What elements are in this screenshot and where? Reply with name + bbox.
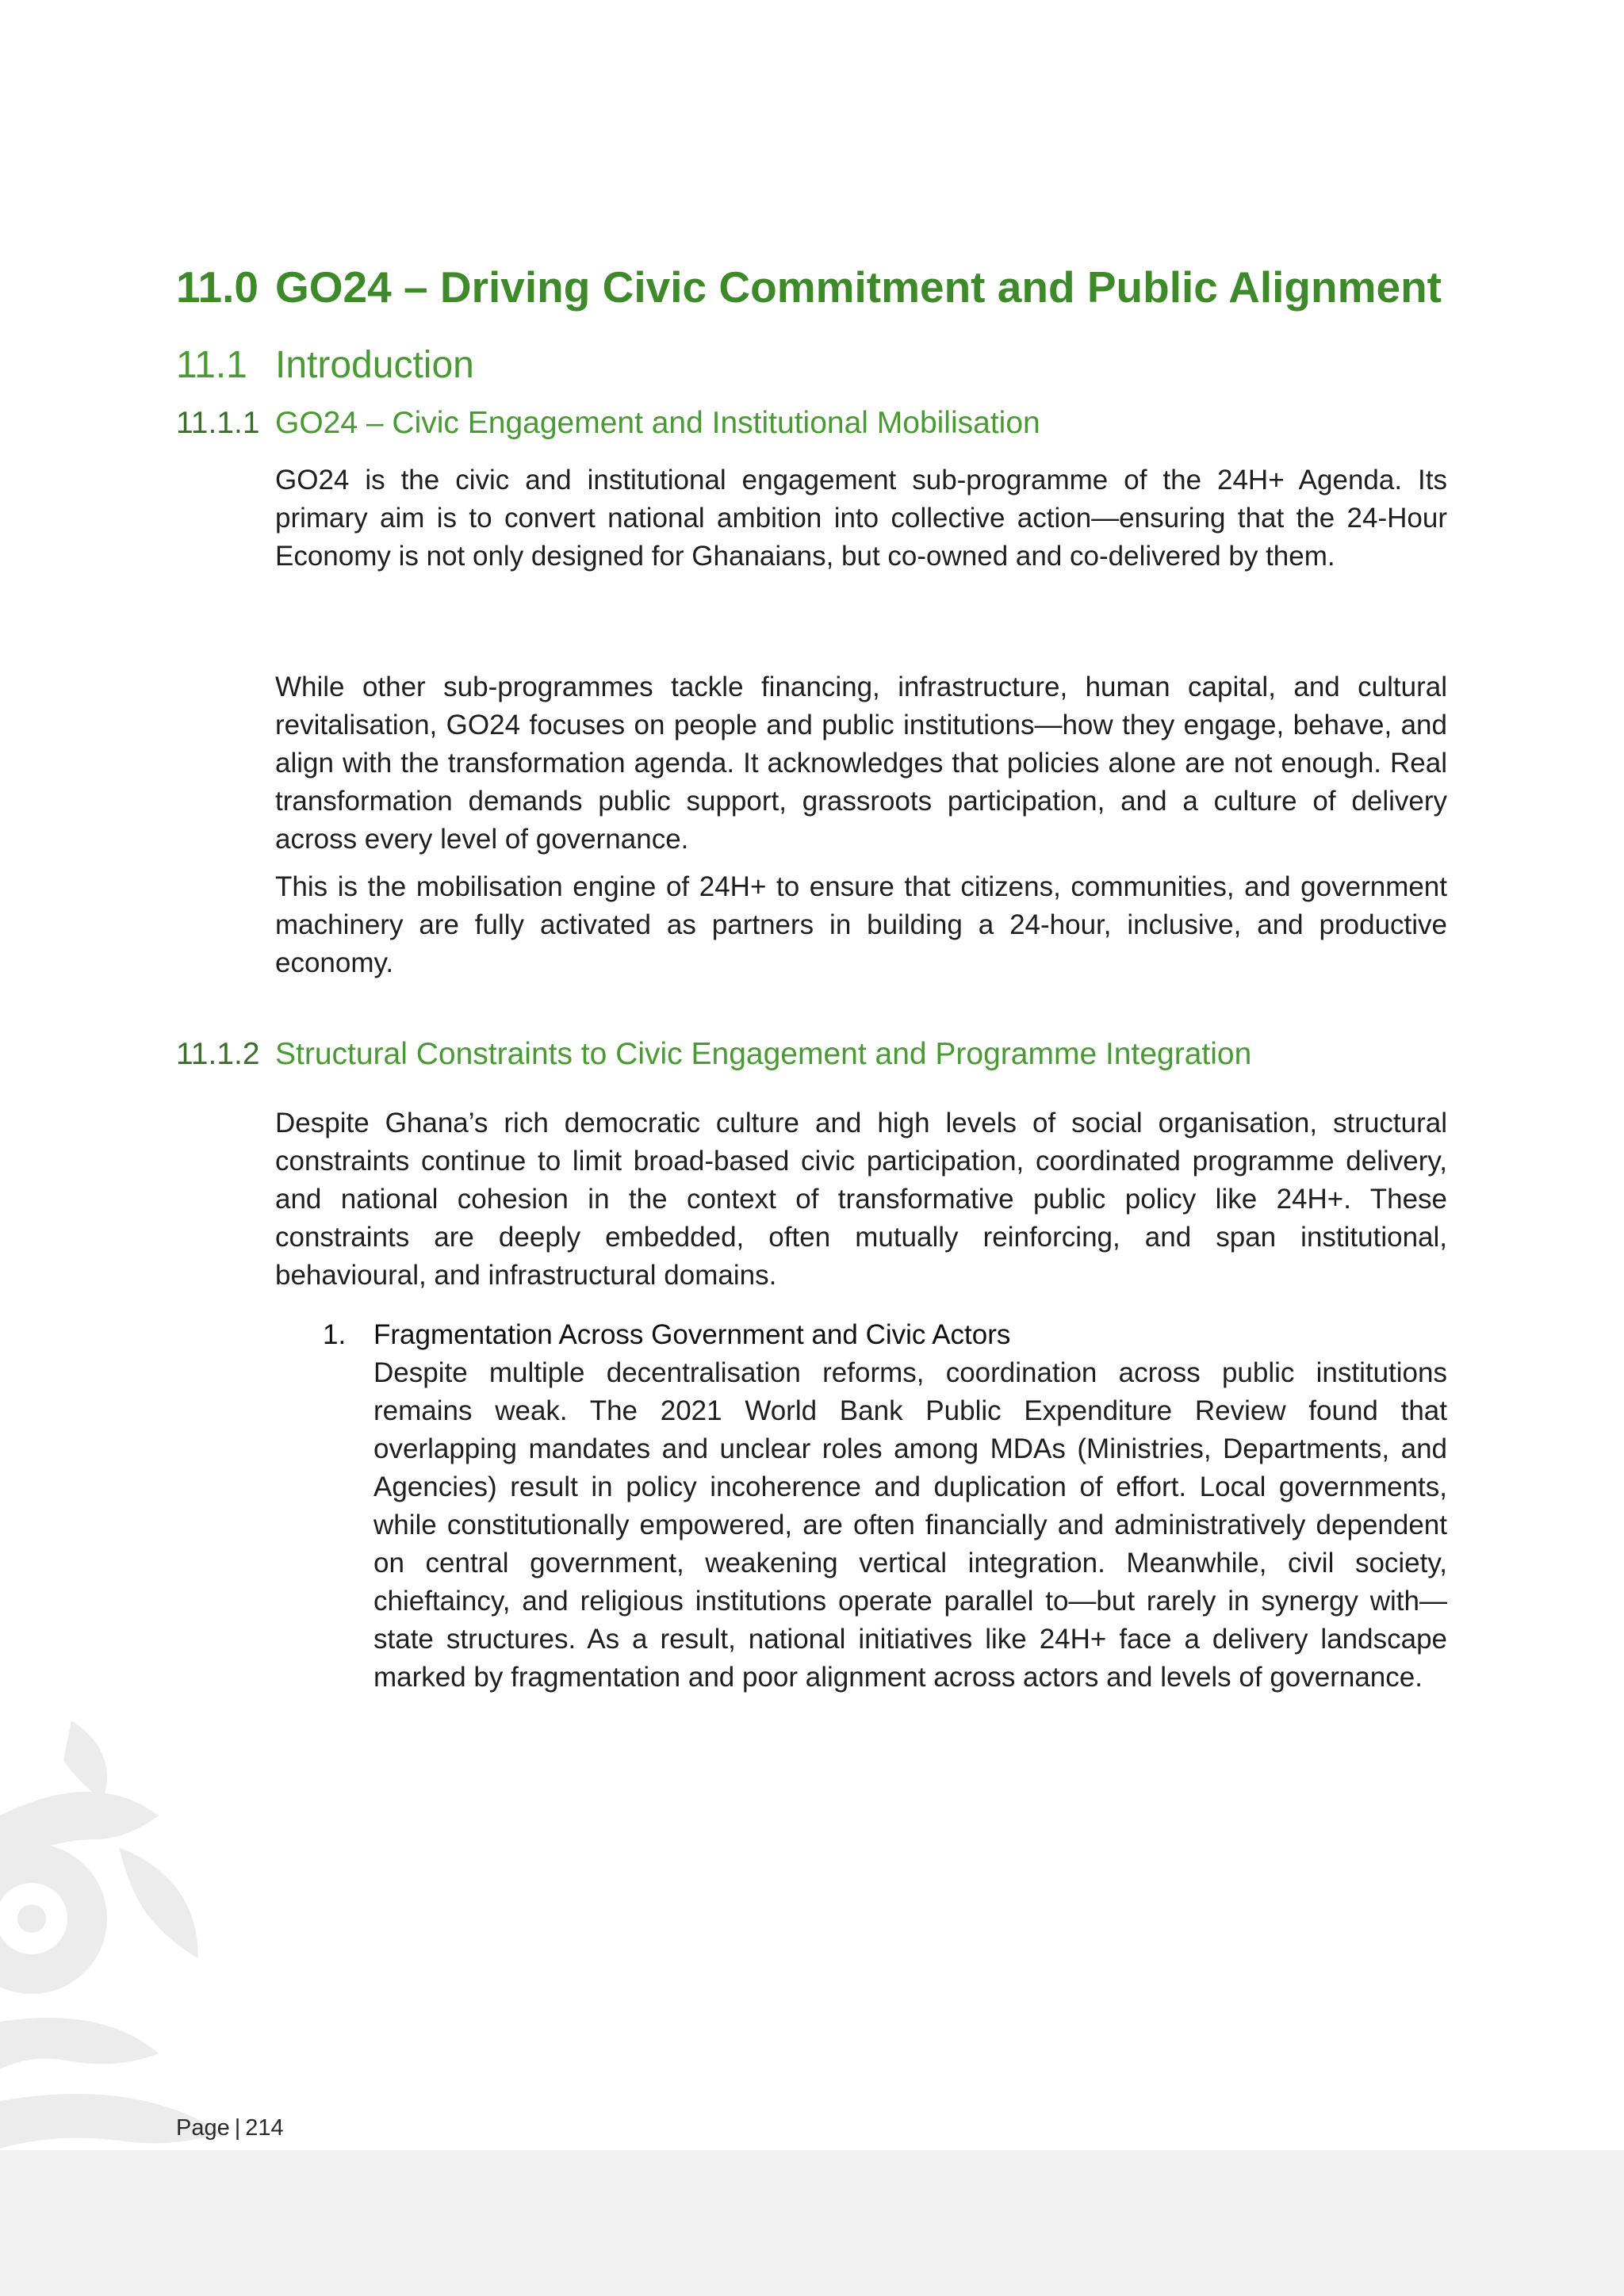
section-heading-introduction [176,343,474,387]
chapter-number: 11.0 [176,262,259,312]
page-separator: | [234,2115,241,2141]
page-number-value: 214 [245,2115,284,2141]
subsection-title: GO24 – Civic Engagement and Institutional Mobilisation [275,406,1040,440]
subsection-number: 11.1.2 [176,1037,260,1071]
paragraph: This is the mobilisation engine of 24H+ to ensure that citizens, communities, and government machinery are fully activated as partners in building a 24-hour, inclusive, and productive economy. [275,871,1447,978]
list-item-number: 1. [323,1319,347,1350]
subsection-heading-civic-engagement [176,406,1040,441]
footer-band [0,2150,1624,2296]
page-label: Page [176,2115,230,2141]
chapter-title: GO24 – Driving Civic Commitment and Public Alignment [275,262,1442,312]
section-title: Introduction [275,344,474,386]
paragraph: Despite Ghana’s rich democratic culture and high levels of social organisation, structural constraints continue to limit broad-based civic participation, coordinated programme delivery, and national cohesion in the context of transformative public policy like 24H+. These constraints are deeply embedded, often mutually reinforcing, and span institutional, behavioural, and infrastructural domains. [275,1108,1447,1291]
page-number [176,2115,284,2141]
chapter-heading [176,262,1442,312]
list-item-body: Despite multiple decentralisation reforms, coordination across public institutions remains weak. The 2021 World Bank Public Expenditure Review found that overlapping mandates and unclear roles among MDAs (Ministries, Departments, and Agencies) result in policy incoherence and duplication of effort. Local governments, while constitutionally empowered, are often financially and administratively dependent on central government, weakening vertical integration. Meanwhile, civil society, chieftaincy, and religious institutions operate parallel to—but rarely in synergy with—state structures. As a result, national initiatives like 24H+ face a delivery landscape marked by fragmentation and poor alignment across actors and levels of governance. [373,1357,1447,1693]
subsection-number: 11.1.1 [176,406,260,440]
list-item-title: Fragmentation Across Government and Civic Actors [373,1319,1011,1350]
section-number: 11.1 [176,344,247,386]
subsection-title: Structural Constraints to Civic Engagement and Programme Integration [275,1037,1252,1071]
paragraph: While other sub-programmes tackle financing, infrastructure, human capital, and cultural revitalisation, GO24 focuses on people and public institutions—how they engage, behave, and align with the transformation agenda. It acknowledges that policies alone are not enough. Real transformation demands public support, grassroots participation, and a culture of delivery across every level of governance. [275,672,1447,855]
paragraph: GO24 is the civic and institutional engagement sub-programme of the 24H+ Agenda. Its primary aim is to convert national ambition into collective action—ensuring that the 24-Hour Economy is not only designed for Ghanaians, but co-owned and co-delivered by them. [275,465,1447,572]
subsection-heading-structural-constraints [176,1037,1251,1072]
